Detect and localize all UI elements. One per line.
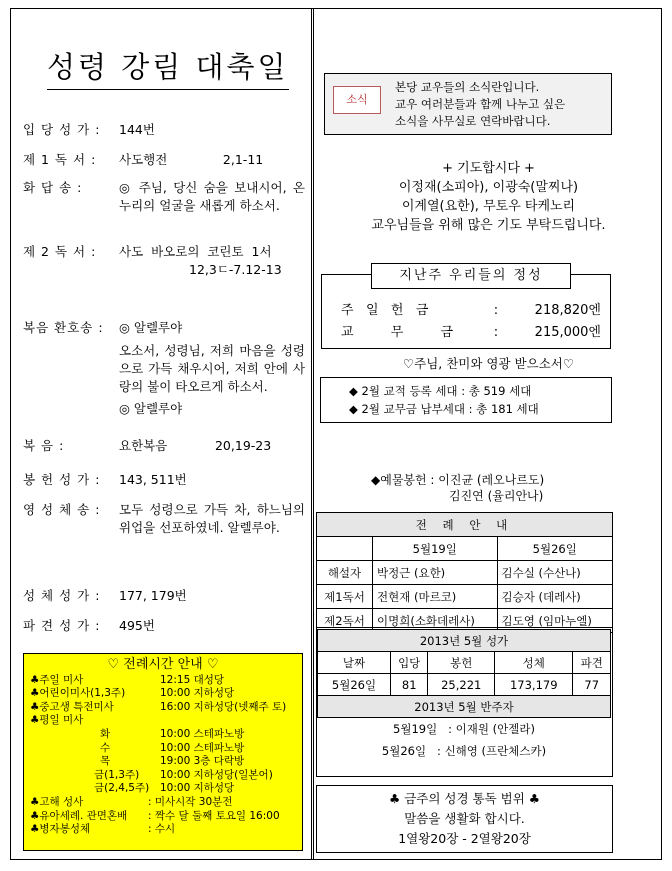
servers-title: 2013년 5월 반주자 <box>318 696 611 718</box>
liturgy-date: 5월19일 <box>373 537 498 561</box>
reading-psalm: 화 답 송 : ◎ 주님, 당신 숨을 보내시어, 온 누리의 얼굴을 새롭게 하소서. <box>23 180 305 213</box>
schedule-row: 화 10:00 스테파노방 <box>100 727 245 740</box>
schedule-row: ♣고해 성사 : 미사시작 30분전 <box>30 795 233 808</box>
table-row: 제1독서 전현재 (마르코) 김승자 (데레사) <box>317 585 613 609</box>
schedule-row: 금(1,3주) 10:00 지하성당(일본어) <box>94 768 273 781</box>
reading-first: 제 1 독 서 : 사도행전 2,1-11 <box>23 152 264 167</box>
schedule-row: 금(2,4,5주) 10:00 지하성당 <box>94 782 235 795</box>
bulletin-page <box>10 8 662 860</box>
bible-reading-box: ♣ 금주의 성경 통독 범위 ♣ 말씀을 생활화 합시다. 1열왕20장 - 2열왕20장 <box>316 785 613 853</box>
acclamation-text: 오소서, 성령님, 저희 마음을 성령으로 가득 채우시어, 저희 안에 사랑의 불이 타오르게 하소서. ◎ 알렐루야 <box>119 343 305 416</box>
prayer-request: + 기도합시다 + 이정재(소피아), 이광숙(말찌나) 이계열(요한), 무토우 타케노리 교우님들을 위해 많은 기도 부탁드립니다. <box>371 161 606 233</box>
news-box <box>324 73 612 135</box>
offering-row-sunday: 주 일 헌 금 : 218,820엔 <box>341 303 601 318</box>
blessing-line: ♡주님, 찬미와 영광 받으소서♡ <box>402 356 575 371</box>
reading-second: 제 2 독 서 : 사도 바오로의 코린토 1서 12,3ㄷ-7.12-13 <box>23 244 282 277</box>
schedule-row: ♣주일 미사 12:15 대성당 <box>30 673 225 686</box>
server-row: 5월19일 : 이재원 (안젤라) <box>393 721 535 736</box>
liturgy-table <box>316 512 613 633</box>
parish-stats-box <box>320 377 612 423</box>
column-divider <box>311 9 314 859</box>
reading-gospel: 복 음 : 요한복음 20,19-23 <box>23 438 272 453</box>
reading-communion-hymn: 성 체 성 가 : 177, 179번 <box>23 588 187 603</box>
offering-title: 지난주 우리들의 정성 <box>371 263 571 289</box>
table-row: 해설자 박정근 (요한) 김수실 (수산나) <box>317 561 613 585</box>
songs-title: 2013년 5월 성가 <box>318 630 611 652</box>
schedule-row: ♣평일 미사 <box>30 714 84 727</box>
schedule-row: 목 19:00 3층 다락방 <box>100 755 245 768</box>
schedule-row: ♣병자봉성체 : 수시 <box>30 823 176 836</box>
table-row: 5월26일 81 25,221 173,179 77 <box>318 674 611 696</box>
news-lines: 본당 교우들의 소식란입니다. 교우 여러분들과 함께 나누고 싶은 소식을 사무실로 연락바랍니다. <box>395 80 566 128</box>
liturgy-title: 전 례 안 내 <box>317 513 613 537</box>
page-title: 성령 강림 대축일 <box>47 49 289 90</box>
schedule-title: ♡ 전례시간 안내 ♡ <box>107 657 219 672</box>
stat-registered: ◆ 2월 교적 등록 세대 : 총 519 세대 <box>349 384 532 398</box>
reading-entrance: 입 당 성 가 : 144번 <box>23 122 155 137</box>
songs-table <box>317 629 611 762</box>
stat-dues: ◆ 2월 교무금 납부세대 : 총 181 세대 <box>349 402 539 416</box>
news-icon: 소식 <box>333 86 381 114</box>
reading-communion-antiphon: 영 성 체 송 : 모두 성령으로 가득 차, 하느님의 위업을 선포하였네. 알렐루야. <box>23 502 305 535</box>
schedule-row: ♣중고생 특전미사 16:00 지하성당(넷째주 토) <box>30 700 287 713</box>
schedule-row: ♣어린이미사(1,3주) 10:00 지하성당 <box>30 687 235 700</box>
schedule-row: 수 10:00 스테파노방 <box>100 741 245 754</box>
mass-schedule-box <box>23 653 303 851</box>
offering-row-dues: 교 무 금 : 215,000엔 <box>341 325 601 340</box>
reading-acclamation: 복음 환호송 : ◎ 알렐루야 <box>23 320 183 335</box>
liturgy-date: 5월26일 <box>497 537 613 561</box>
liturgy-corner <box>317 537 373 561</box>
server-row: 5월26일 : 신해영 (프란체스카) <box>381 743 547 758</box>
offering-people: ◆예물봉헌 : 이진균 (레오나르도) 김진연 (율리안나) <box>371 473 545 503</box>
schedule-row: ♣유아세례. 관면혼배 : 짝수 달 둘째 토요일 16:00 <box>30 809 280 822</box>
reading-recessional: 파 견 성 가 : 495번 <box>23 618 155 633</box>
songs-header-row: 날짜 입당 봉헌 성체 파견 <box>318 652 611 674</box>
table-row: 제2독서 이명희(소화데레사) 김도영 (임마누엘) <box>317 609 613 633</box>
reading-offertory: 봉 헌 성 가 : 143, 511번 <box>23 472 187 487</box>
